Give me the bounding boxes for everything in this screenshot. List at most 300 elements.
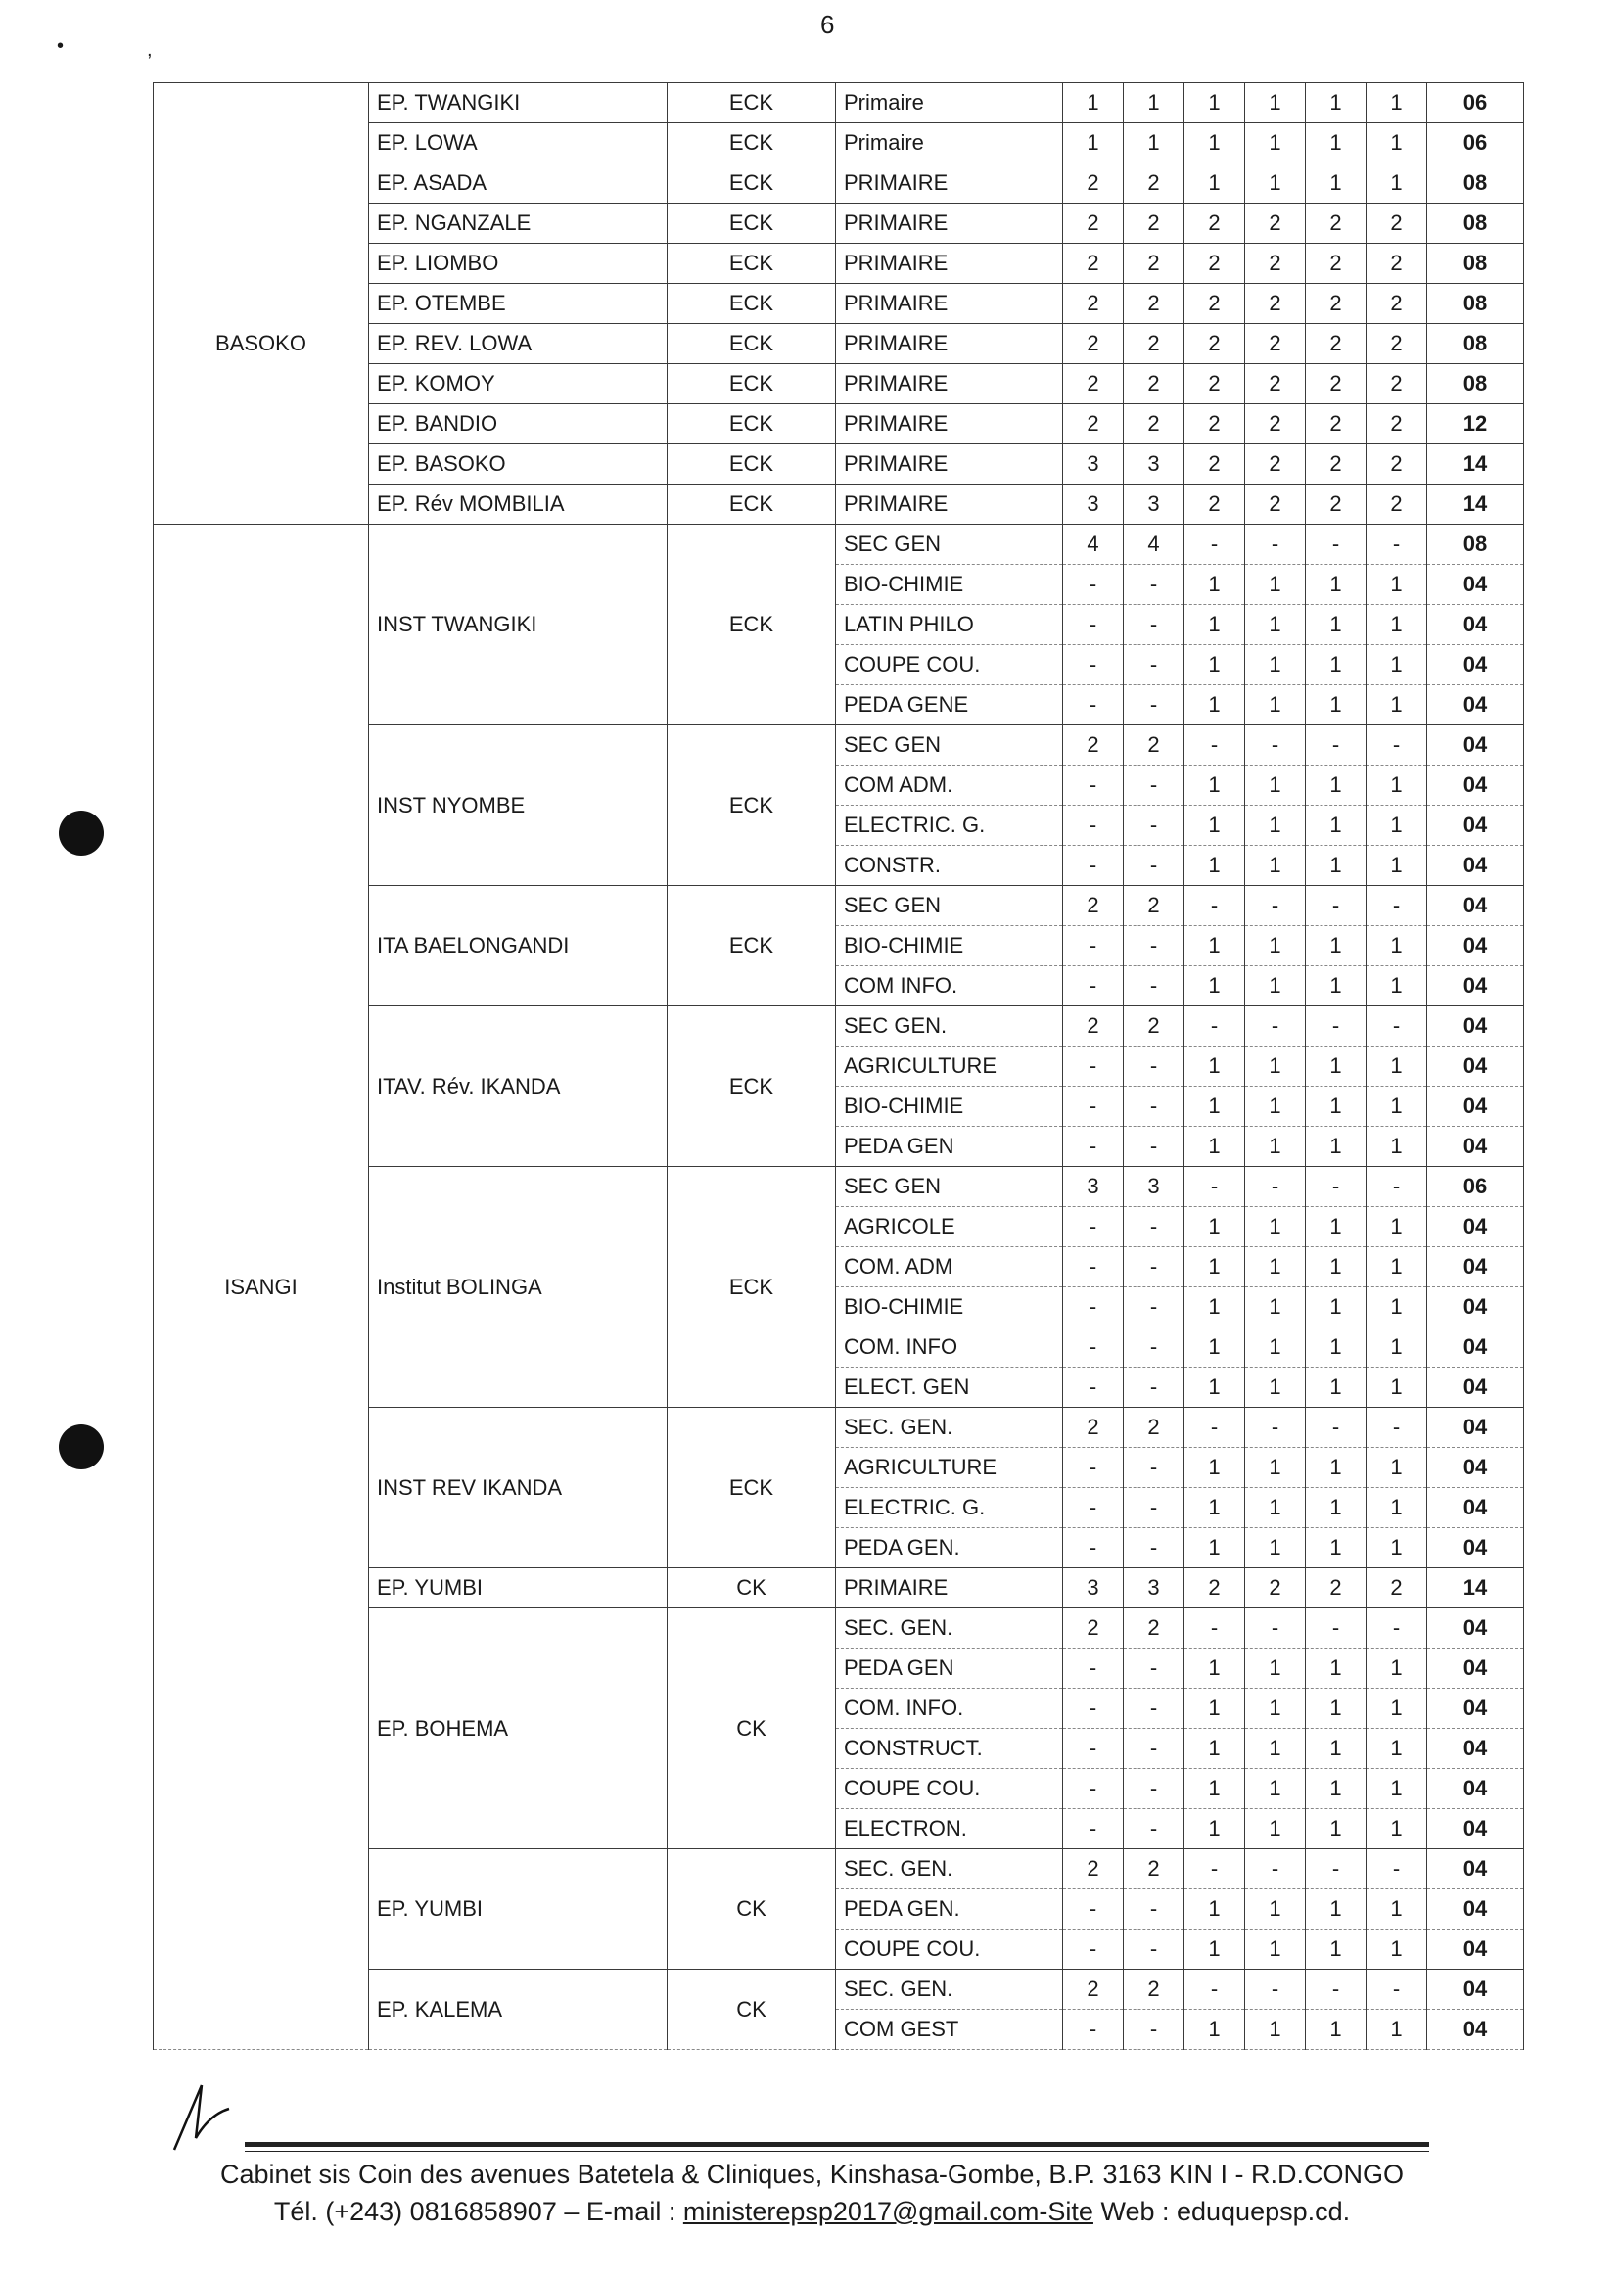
- count-cell: -: [1124, 846, 1184, 886]
- total-cell: 04: [1427, 886, 1524, 926]
- count-cell: 2: [1063, 1006, 1124, 1047]
- count-cell: 2: [1184, 404, 1245, 444]
- option-cell: COM. ADM: [836, 1247, 1063, 1287]
- count-cell: 1: [1184, 926, 1245, 966]
- option-cell: COM ADM.: [836, 766, 1063, 806]
- count-cell: 1: [1367, 1809, 1427, 1849]
- count-cell: 1: [1367, 685, 1427, 725]
- count-cell: -: [1245, 1167, 1306, 1207]
- school-cell: EP. YUMBI: [369, 1849, 668, 1970]
- count-cell: -: [1184, 1849, 1245, 1889]
- total-cell: 04: [1427, 1127, 1524, 1167]
- count-cell: 2: [1245, 364, 1306, 404]
- count-cell: -: [1063, 1488, 1124, 1528]
- count-cell: 1: [1245, 1649, 1306, 1689]
- total-cell: 04: [1427, 1047, 1524, 1087]
- count-cell: -: [1063, 1127, 1124, 1167]
- management-cell: ECK: [668, 83, 836, 123]
- count-cell: 1: [1245, 1448, 1306, 1488]
- count-cell: 2: [1245, 485, 1306, 525]
- count-cell: 1: [1245, 645, 1306, 685]
- option-cell: BIO-CHIMIE: [836, 1087, 1063, 1127]
- count-cell: -: [1124, 1287, 1184, 1327]
- option-cell: COM. INFO.: [836, 1689, 1063, 1729]
- count-cell: 1: [1367, 1327, 1427, 1368]
- count-cell: 1: [1306, 83, 1367, 123]
- count-cell: -: [1306, 1608, 1367, 1649]
- option-cell: AGRICOLE: [836, 1207, 1063, 1247]
- option-cell: SEC. GEN.: [836, 1408, 1063, 1448]
- count-cell: 1: [1367, 1729, 1427, 1769]
- total-cell: 14: [1427, 1568, 1524, 1608]
- option-cell: PRIMAIRE: [836, 1568, 1063, 1608]
- count-cell: 1: [1184, 605, 1245, 645]
- signature: [168, 2075, 237, 2154]
- count-cell: -: [1245, 886, 1306, 926]
- option-cell: PRIMAIRE: [836, 444, 1063, 485]
- school-cell: EP. BASOKO: [369, 444, 668, 485]
- management-cell: ECK: [668, 485, 836, 525]
- count-cell: 1: [1367, 766, 1427, 806]
- count-cell: 2: [1063, 1408, 1124, 1448]
- count-cell: -: [1124, 926, 1184, 966]
- count-cell: 1: [1184, 1127, 1245, 1167]
- count-cell: 1: [1184, 1448, 1245, 1488]
- management-cell: ECK: [668, 284, 836, 324]
- count-cell: -: [1124, 1327, 1184, 1368]
- total-cell: 04: [1427, 806, 1524, 846]
- territory-cell: BASOKO: [154, 163, 369, 525]
- school-cell: EP. LOWA: [369, 123, 668, 163]
- count-cell: -: [1124, 1207, 1184, 1247]
- count-cell: 1: [1184, 2010, 1245, 2050]
- option-cell: PRIMAIRE: [836, 204, 1063, 244]
- count-cell: 2: [1306, 324, 1367, 364]
- count-cell: 1: [1306, 1327, 1367, 1368]
- count-cell: -: [1124, 966, 1184, 1006]
- total-cell: 04: [1427, 1970, 1524, 2010]
- count-cell: 1: [1306, 926, 1367, 966]
- count-cell: 1: [1367, 83, 1427, 123]
- school-cell: EP. KALEMA: [369, 1970, 668, 2050]
- option-cell: ELECTRIC. G.: [836, 1488, 1063, 1528]
- count-cell: 1: [1184, 1729, 1245, 1769]
- count-cell: 1: [1306, 1087, 1367, 1127]
- territory-cell: [154, 83, 369, 163]
- count-cell: 2: [1306, 284, 1367, 324]
- count-cell: 2: [1367, 444, 1427, 485]
- count-cell: -: [1063, 1087, 1124, 1127]
- count-cell: 2: [1245, 1568, 1306, 1608]
- management-cell: ECK: [668, 204, 836, 244]
- count-cell: 1: [1367, 1488, 1427, 1528]
- count-cell: 2: [1184, 284, 1245, 324]
- count-cell: 1: [1184, 766, 1245, 806]
- table-row: [154, 525, 1524, 565]
- punch-hole: [59, 811, 104, 856]
- count-cell: 1: [1245, 926, 1306, 966]
- count-cell: -: [1063, 1528, 1124, 1568]
- total-cell: 04: [1427, 766, 1524, 806]
- count-cell: 2: [1306, 404, 1367, 444]
- count-cell: 2: [1063, 1849, 1124, 1889]
- management-cell: ECK: [668, 525, 836, 725]
- total-cell: 04: [1427, 645, 1524, 685]
- count-cell: -: [1063, 645, 1124, 685]
- count-cell: 1: [1184, 966, 1245, 1006]
- count-cell: 2: [1063, 1970, 1124, 2010]
- option-cell: LATIN PHILO: [836, 605, 1063, 645]
- punch-hole: [59, 1424, 104, 1469]
- count-cell: 2: [1184, 244, 1245, 284]
- count-cell: 2: [1184, 324, 1245, 364]
- option-cell: AGRICULTURE: [836, 1047, 1063, 1087]
- scan-mark: ,: [147, 39, 153, 61]
- count-cell: -: [1063, 2010, 1124, 2050]
- count-cell: 1: [1367, 1528, 1427, 1568]
- count-cell: 1: [1184, 1528, 1245, 1568]
- total-cell: 06: [1427, 123, 1524, 163]
- option-cell: ELECTRIC. G.: [836, 806, 1063, 846]
- option-cell: BIO-CHIMIE: [836, 926, 1063, 966]
- count-cell: 1: [1184, 163, 1245, 204]
- option-cell: COM. INFO: [836, 1327, 1063, 1368]
- count-cell: 1: [1306, 1368, 1367, 1408]
- count-cell: -: [1184, 725, 1245, 766]
- count-cell: 1: [1367, 605, 1427, 645]
- option-cell: PRIMAIRE: [836, 284, 1063, 324]
- count-cell: -: [1063, 966, 1124, 1006]
- option-cell: CONSTR.: [836, 846, 1063, 886]
- count-cell: 2: [1367, 364, 1427, 404]
- count-cell: 2: [1063, 1608, 1124, 1649]
- total-cell: 04: [1427, 1689, 1524, 1729]
- management-cell: CK: [668, 1970, 836, 2050]
- scan-mark: •: [57, 35, 65, 57]
- count-cell: 1: [1184, 1689, 1245, 1729]
- count-cell: 1: [1306, 1809, 1367, 1849]
- count-cell: 1: [1184, 1368, 1245, 1408]
- territory-cell: ISANGI: [154, 525, 369, 2050]
- total-cell: 06: [1427, 1167, 1524, 1207]
- count-cell: -: [1063, 1809, 1124, 1849]
- count-cell: -: [1063, 685, 1124, 725]
- management-cell: ECK: [668, 444, 836, 485]
- count-cell: 1: [1367, 1769, 1427, 1809]
- total-cell: 04: [1427, 1327, 1524, 1368]
- footer-rule: [245, 2151, 1429, 2152]
- option-cell: Primaire: [836, 123, 1063, 163]
- count-cell: 1: [1306, 766, 1367, 806]
- count-cell: -: [1367, 1970, 1427, 2010]
- count-cell: 1: [1184, 1287, 1245, 1327]
- count-cell: -: [1124, 806, 1184, 846]
- table-row: [154, 83, 1524, 123]
- count-cell: -: [1245, 1408, 1306, 1448]
- count-cell: 2: [1124, 725, 1184, 766]
- count-cell: -: [1124, 1247, 1184, 1287]
- total-cell: 14: [1427, 444, 1524, 485]
- option-cell: COUPE COU.: [836, 645, 1063, 685]
- option-cell: COUPE COU.: [836, 1769, 1063, 1809]
- count-cell: -: [1063, 605, 1124, 645]
- count-cell: 1: [1245, 163, 1306, 204]
- total-cell: 04: [1427, 1649, 1524, 1689]
- school-cell: EP. BOHEMA: [369, 1608, 668, 1849]
- option-cell: BIO-CHIMIE: [836, 1287, 1063, 1327]
- count-cell: -: [1367, 1006, 1427, 1047]
- total-cell: 08: [1427, 284, 1524, 324]
- count-cell: 2: [1124, 364, 1184, 404]
- count-cell: 1: [1367, 645, 1427, 685]
- count-cell: 2: [1124, 1849, 1184, 1889]
- option-cell: SEC. GEN.: [836, 1970, 1063, 2010]
- count-cell: 1: [1184, 1889, 1245, 1930]
- count-cell: 1: [1245, 1488, 1306, 1528]
- total-cell: 04: [1427, 1729, 1524, 1769]
- count-cell: 1: [1367, 1207, 1427, 1247]
- count-cell: -: [1124, 1087, 1184, 1127]
- count-cell: -: [1184, 1608, 1245, 1649]
- option-cell: AGRICULTURE: [836, 1448, 1063, 1488]
- count-cell: 1: [1184, 1047, 1245, 1087]
- count-cell: 1: [1367, 1247, 1427, 1287]
- count-cell: -: [1063, 565, 1124, 605]
- count-cell: 1: [1184, 846, 1245, 886]
- school-cell: ITAV. Rév. IKANDA: [369, 1006, 668, 1167]
- school-cell: EP. OTEMBE: [369, 284, 668, 324]
- count-cell: 1: [1306, 1247, 1367, 1287]
- school-cell: INST TWANGIKI: [369, 525, 668, 725]
- count-cell: 1: [1184, 83, 1245, 123]
- count-cell: 1: [1184, 1247, 1245, 1287]
- count-cell: 1: [1306, 1488, 1367, 1528]
- count-cell: 1: [1306, 1649, 1367, 1689]
- count-cell: -: [1124, 2010, 1184, 2050]
- count-cell: 2: [1306, 485, 1367, 525]
- count-cell: -: [1124, 605, 1184, 645]
- count-cell: -: [1063, 1287, 1124, 1327]
- count-cell: -: [1184, 1408, 1245, 1448]
- count-cell: -: [1306, 1167, 1367, 1207]
- count-cell: 2: [1063, 404, 1124, 444]
- count-cell: 2: [1306, 244, 1367, 284]
- total-cell: 04: [1427, 966, 1524, 1006]
- option-cell: PEDA GENE: [836, 685, 1063, 725]
- count-cell: -: [1063, 1649, 1124, 1689]
- total-cell: 04: [1427, 565, 1524, 605]
- count-cell: 2: [1367, 404, 1427, 444]
- count-cell: 2: [1124, 324, 1184, 364]
- count-cell: -: [1063, 1769, 1124, 1809]
- count-cell: 2: [1124, 1408, 1184, 1448]
- count-cell: 1: [1367, 1287, 1427, 1327]
- total-cell: 08: [1427, 525, 1524, 565]
- count-cell: -: [1367, 525, 1427, 565]
- count-cell: -: [1063, 1247, 1124, 1287]
- option-cell: PRIMAIRE: [836, 324, 1063, 364]
- option-cell: SEC GEN: [836, 1167, 1063, 1207]
- count-cell: 1: [1367, 123, 1427, 163]
- count-cell: -: [1306, 1006, 1367, 1047]
- count-cell: -: [1306, 525, 1367, 565]
- count-cell: 1: [1245, 1047, 1306, 1087]
- total-cell: 04: [1427, 1448, 1524, 1488]
- total-cell: 04: [1427, 1488, 1524, 1528]
- count-cell: 2: [1124, 1970, 1184, 2010]
- total-cell: 08: [1427, 364, 1524, 404]
- count-cell: -: [1306, 1408, 1367, 1448]
- total-cell: 04: [1427, 1087, 1524, 1127]
- count-cell: 1: [1367, 1127, 1427, 1167]
- count-cell: 1: [1184, 1649, 1245, 1689]
- count-cell: 2: [1063, 364, 1124, 404]
- count-cell: 1: [1184, 685, 1245, 725]
- count-cell: 2: [1124, 1006, 1184, 1047]
- option-cell: PRIMAIRE: [836, 404, 1063, 444]
- count-cell: 3: [1063, 485, 1124, 525]
- footer-web: Web : eduquepsp.cd.: [1092, 2197, 1351, 2226]
- count-cell: -: [1367, 1608, 1427, 1649]
- school-cell: INST NYOMBE: [369, 725, 668, 886]
- option-cell: PEDA GEN: [836, 1127, 1063, 1167]
- count-cell: 1: [1184, 565, 1245, 605]
- footer-phone: Tél. (+243) 0816858907 – E-mail :: [273, 2197, 683, 2226]
- total-cell: 08: [1427, 244, 1524, 284]
- count-cell: 2: [1367, 1568, 1427, 1608]
- count-cell: 1: [1245, 1207, 1306, 1247]
- total-cell: 04: [1427, 725, 1524, 766]
- total-cell: 12: [1427, 404, 1524, 444]
- option-cell: PEDA GEN.: [836, 1889, 1063, 1930]
- count-cell: -: [1124, 1047, 1184, 1087]
- count-cell: 2: [1245, 324, 1306, 364]
- table-row: [154, 163, 1524, 204]
- count-cell: 2: [1367, 324, 1427, 364]
- management-cell: ECK: [668, 364, 836, 404]
- count-cell: 1: [1245, 846, 1306, 886]
- count-cell: 2: [1124, 886, 1184, 926]
- total-cell: 04: [1427, 1006, 1524, 1047]
- count-cell: 1: [1184, 1488, 1245, 1528]
- count-cell: -: [1367, 1849, 1427, 1889]
- count-cell: 1: [1306, 1448, 1367, 1488]
- total-cell: 04: [1427, 1368, 1524, 1408]
- school-cell: EP. BANDIO: [369, 404, 668, 444]
- count-cell: 1: [1306, 565, 1367, 605]
- count-cell: 2: [1063, 886, 1124, 926]
- page-number: 6: [820, 10, 835, 39]
- count-cell: 1: [1367, 1448, 1427, 1488]
- option-cell: PRIMAIRE: [836, 244, 1063, 284]
- count-cell: -: [1063, 1930, 1124, 1970]
- option-cell: ELECTRON.: [836, 1809, 1063, 1849]
- management-cell: ECK: [668, 123, 836, 163]
- count-cell: 1: [1306, 1047, 1367, 1087]
- count-cell: 2: [1063, 284, 1124, 324]
- management-cell: ECK: [668, 244, 836, 284]
- count-cell: -: [1124, 1689, 1184, 1729]
- count-cell: 2: [1184, 485, 1245, 525]
- count-cell: 4: [1124, 525, 1184, 565]
- count-cell: 1: [1184, 1207, 1245, 1247]
- count-cell: 1: [1306, 163, 1367, 204]
- count-cell: 2: [1367, 485, 1427, 525]
- count-cell: -: [1124, 1368, 1184, 1408]
- count-cell: 1: [1245, 2010, 1306, 2050]
- count-cell: -: [1124, 1528, 1184, 1568]
- count-cell: 3: [1124, 1167, 1184, 1207]
- total-cell: 04: [1427, 926, 1524, 966]
- count-cell: -: [1124, 645, 1184, 685]
- count-cell: -: [1306, 1970, 1367, 2010]
- total-cell: 04: [1427, 685, 1524, 725]
- management-cell: ECK: [668, 1167, 836, 1408]
- count-cell: -: [1245, 1006, 1306, 1047]
- school-cell: EP. Rév MOMBILIA: [369, 485, 668, 525]
- count-cell: 1: [1367, 163, 1427, 204]
- count-cell: -: [1124, 766, 1184, 806]
- count-cell: -: [1306, 886, 1367, 926]
- count-cell: -: [1245, 725, 1306, 766]
- count-cell: -: [1245, 525, 1306, 565]
- footer-email[interactable]: ministerepsp2017@gmail.com-Site: [682, 2197, 1093, 2226]
- footer-rule: [245, 2142, 1429, 2147]
- count-cell: 3: [1063, 1568, 1124, 1608]
- count-cell: 2: [1306, 204, 1367, 244]
- count-cell: 1: [1245, 1729, 1306, 1769]
- count-cell: 2: [1124, 404, 1184, 444]
- count-cell: 3: [1063, 444, 1124, 485]
- count-cell: 3: [1124, 1568, 1184, 1608]
- management-cell: ECK: [668, 404, 836, 444]
- total-cell: 04: [1427, 1849, 1524, 1889]
- count-cell: 1: [1306, 1729, 1367, 1769]
- total-cell: 04: [1427, 2010, 1524, 2050]
- management-cell: ECK: [668, 324, 836, 364]
- count-cell: -: [1184, 1970, 1245, 2010]
- count-cell: 2: [1245, 404, 1306, 444]
- management-cell: ECK: [668, 886, 836, 1006]
- count-cell: 1: [1306, 645, 1367, 685]
- count-cell: 1: [1063, 123, 1124, 163]
- count-cell: 2: [1063, 204, 1124, 244]
- option-cell: PRIMAIRE: [836, 364, 1063, 404]
- count-cell: 1: [1245, 766, 1306, 806]
- count-cell: 1: [1245, 83, 1306, 123]
- count-cell: 2: [1124, 204, 1184, 244]
- count-cell: -: [1124, 1769, 1184, 1809]
- count-cell: 1: [1184, 1087, 1245, 1127]
- count-cell: 2: [1245, 444, 1306, 485]
- count-cell: 2: [1184, 204, 1245, 244]
- count-cell: -: [1184, 886, 1245, 926]
- total-cell: 04: [1427, 1207, 1524, 1247]
- count-cell: 1: [1367, 1689, 1427, 1729]
- option-cell: COM INFO.: [836, 966, 1063, 1006]
- option-cell: PEDA GEN: [836, 1649, 1063, 1689]
- count-cell: -: [1306, 1849, 1367, 1889]
- total-cell: 04: [1427, 1930, 1524, 1970]
- count-cell: 1: [1245, 605, 1306, 645]
- count-cell: 1: [1184, 645, 1245, 685]
- count-cell: 1: [1245, 1127, 1306, 1167]
- count-cell: 1: [1306, 846, 1367, 886]
- count-cell: 1: [1306, 1287, 1367, 1327]
- option-cell: SEC. GEN.: [836, 1608, 1063, 1649]
- count-cell: 1: [1367, 1930, 1427, 1970]
- count-cell: 1: [1245, 1087, 1306, 1127]
